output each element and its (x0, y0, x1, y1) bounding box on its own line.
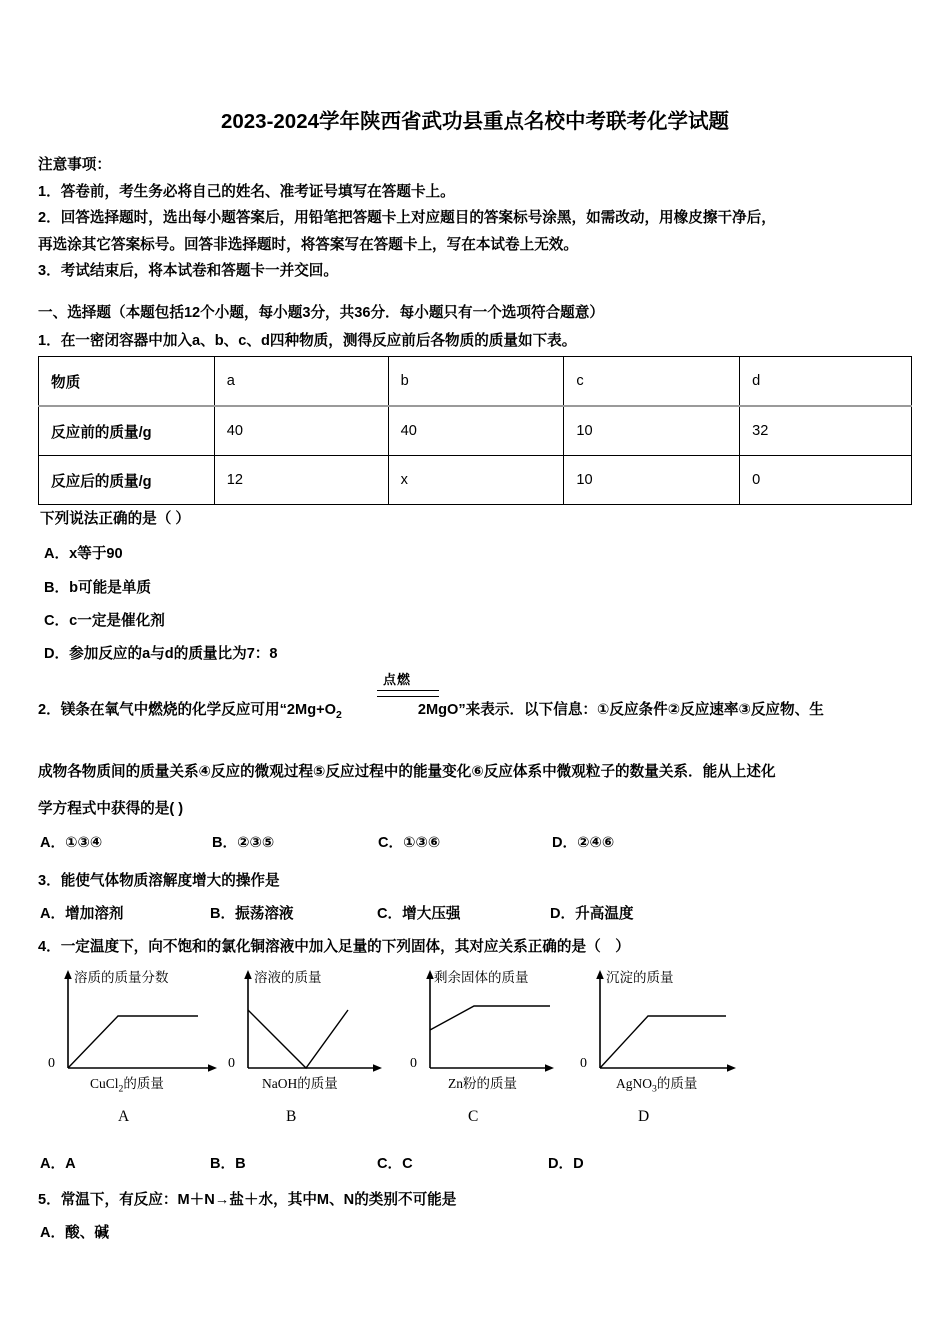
graph-d-y-label: 沉淀的质量 (606, 970, 674, 985)
table-header-cell: a (214, 357, 388, 407)
question-2-stem-line-2: 成物各物质间的质量关系④反应的微观过程⑤反应过程中的能量变化⑥反应体系中微观粒子的数量关系．能从上述化 (38, 764, 776, 780)
q2-text-pre: 2．镁条在氧气中燃烧的化学反应可用“2Mg+O (38, 702, 336, 718)
notice-item-1: 1．答卷前，考生务必将自己的姓名、准考证号填写在答题卡上。 (38, 183, 455, 200)
question-1-option-b: B．b可能是单质 (44, 580, 152, 596)
graph-c-origin-label: 0 (410, 1056, 417, 1071)
question-2-option-d: D．②④⑥ (552, 835, 615, 851)
question-2-option-b: B．②③⑤ (212, 835, 275, 851)
reaction-arrow-double-bar (377, 690, 439, 697)
question-4-option-b: B．B (210, 1156, 246, 1172)
question-1-prompt: 下列说法正确的是（ ） (40, 511, 190, 527)
graph-d-x-label: AgNO$_3$的质量 (616, 1076, 698, 1095)
graph-letter-a: A (118, 1108, 130, 1125)
question-3-option-a: A．增加溶剂 (40, 906, 124, 922)
notice-item-2: 2．回答选择题时，选出每小题答案后，用铅笔把答题卡上对应题目的答案标号涂黑，如需改动，用橡皮擦干净后， (38, 210, 776, 226)
table-cell: 12 (214, 456, 388, 505)
question-3-stem: 3．能使气体物质溶解度增大的操作是 (38, 873, 280, 889)
graph-a-y-label: 溶质的质量分数 (74, 970, 169, 985)
table-cell: 10 (564, 406, 740, 456)
question-2-option-c: C．①③⑥ (378, 835, 441, 851)
question-1-stem: 1．在一密闭容器中加入a、b、c、d四种物质，测得反应前后各物质的质量如下表。 (38, 333, 577, 349)
graph-a (46, 968, 236, 1098)
graph-a-x-label: CuCl$_2$的质量 (90, 1076, 164, 1095)
table-cell: 10 (564, 456, 740, 505)
graph-letter-c: C (468, 1108, 479, 1125)
reaction-condition-label: 点燃 (383, 672, 412, 687)
question-1-option-a: A．x等于90 (44, 546, 123, 562)
question-4-option-c: C．C (377, 1156, 413, 1172)
question-4-stem: 4．一定温度下，向不饱和的氯化铜溶液中加入足量的下列固体，其对应关系正确的是（ ） (38, 939, 630, 955)
question-4-graph-set (38, 968, 918, 1098)
question-2-stem-line-3: 学方程式中获得的是( ) (38, 801, 184, 817)
table-row (39, 406, 912, 456)
question-1-option-d: D．参加反应的a与d的质量比为7：8 (44, 646, 278, 662)
question-4-option-d: D．D (548, 1156, 584, 1172)
notice-block (38, 152, 922, 285)
graph-c-x-label: Zn粉的质量 (448, 1076, 517, 1091)
table-header-cell: d (740, 357, 912, 407)
question-3-option-d: D．升高温度 (550, 906, 634, 922)
table-cell: 40 (214, 406, 388, 456)
graph-b-origin-label: 0 (228, 1056, 235, 1071)
graph-c-y-label: 剩余固体的质量 (434, 970, 529, 985)
question-3-option-b: B．振荡溶液 (210, 906, 294, 922)
question-5-stem: 5．常温下，有反应：M＋N→盐＋水，其中M、N的类别不可能是 (38, 1192, 457, 1208)
table-row (39, 357, 912, 407)
table-header-cell: b (388, 357, 564, 407)
page-title: 2023-2024学年陕西省武功县重点名校中考联考化学试题 (220, 110, 730, 133)
question-4-option-a: A．A (40, 1156, 76, 1172)
graph-letter-labels (38, 1108, 918, 1132)
notice-item-3: 再选涂其它答案标号。回答非选择题时，将答案写在答题卡上，写在本试卷上无效。 (38, 236, 578, 253)
row-label: 反应前的质量/g (39, 406, 215, 456)
q2-text-post: 2MgO”来表示．以下信息：①反应条件②反应速率③反应物、生 (417, 702, 824, 718)
substance-mass-table (38, 356, 912, 505)
graph-d (578, 968, 768, 1098)
graph-b-y-label: 溶液的质量 (254, 970, 322, 985)
table-cell: 0 (740, 456, 912, 505)
q2-subscript: 2 (335, 708, 342, 721)
graph-b-x-label: NaOH的质量 (262, 1076, 338, 1091)
table-cell: 32 (740, 406, 912, 456)
section-heading: 一、选择题（本题包括12个小题，每小题3分，共36分．每小题只有一个选项符合题意） (38, 305, 604, 321)
notice-heading: 注意事项： (38, 157, 111, 173)
table-row (39, 456, 912, 505)
table-cell: 40 (388, 406, 564, 456)
table-cell: x (388, 456, 564, 505)
graph-b (226, 968, 416, 1098)
graph-c (408, 968, 598, 1098)
graph-d-origin-label: 0 (580, 1056, 587, 1071)
question-2-option-a: A．①③④ (40, 835, 103, 851)
notice-item-4: 3．考试结束后，将本试卷和答题卡一并交回。 (38, 263, 338, 279)
graph-a-origin-label: 0 (48, 1056, 55, 1071)
graph-letter-d: D (638, 1108, 650, 1125)
graph-letter-b: B (286, 1108, 297, 1125)
question-5-option-a: A．酸、碱 (40, 1225, 109, 1241)
question-3-option-c: C．增大压强 (377, 906, 461, 922)
question-2-stem-line-1 (38, 698, 824, 721)
row-label: 反应后的质量/g (39, 456, 215, 505)
table-header-cell: 物质 (39, 357, 215, 407)
question-1-option-c: C．c一定是催化剂 (44, 613, 165, 629)
table-header-cell: c (564, 357, 740, 407)
